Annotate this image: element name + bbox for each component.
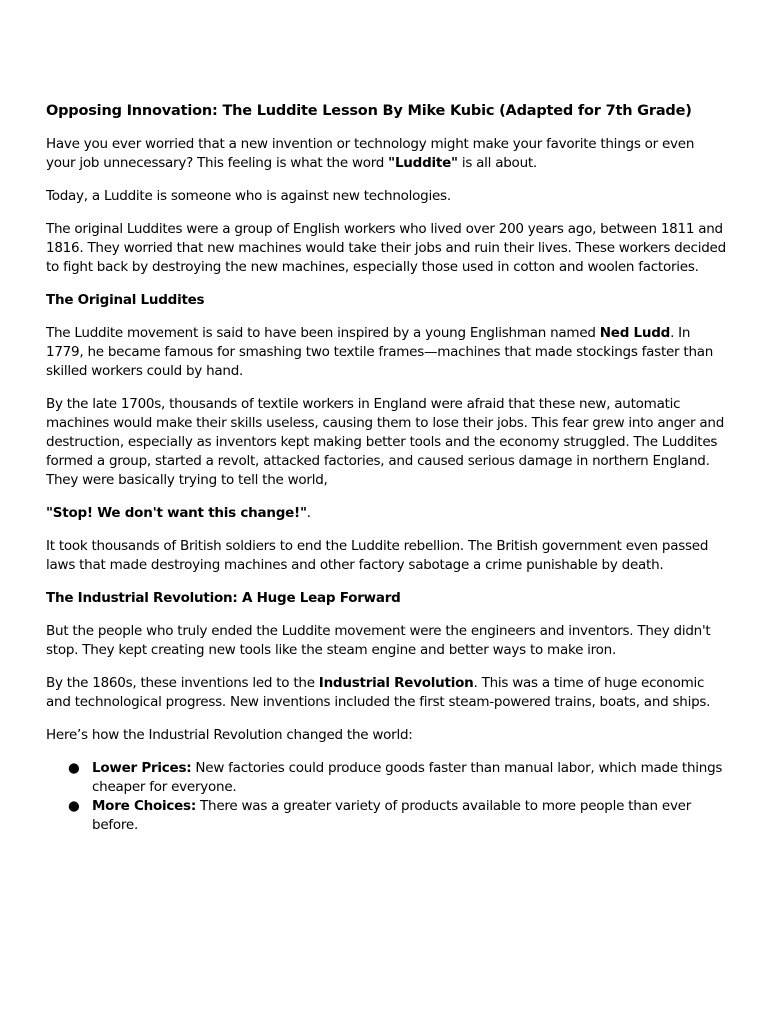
ir-text: By the 1860s, these inventions led to the	[46, 675, 319, 691]
textile-workers-paragraph: By the late 1700s, thousands of textile workers in England were afraid that these new, automatic machines would make their skills useless, causing them to lose their jobs. This fear grew into anger and destruction, especially as inventors kept making better tools and the economy struggled. The Luddites formed a group, started a revolt, attacked factories, and caused serious damage in northern England. They were basically trying to tell the world,	[46, 396, 725, 488]
document-title: Opposing Innovation: The Luddite Lesson By Mike Kubic (Adapted for 7th Grade)	[46, 103, 692, 119]
section-heading-industrial-revolution: The Industrial Revolution: A Huge Leap Forward	[46, 590, 401, 606]
changes-intro-paragraph: Here’s how the Industrial Revolution changed the world:	[46, 727, 413, 743]
ned-ludd-name: Ned Ludd	[599, 325, 671, 341]
ned-ludd-text-end: . In 1779, he became famous for smashing two textile frames—machines that made stockings faster than skilled workers could by hand.	[46, 325, 714, 379]
list-item	[68, 759, 726, 797]
ned-ludd-text: The Luddite movement is said to have been inspired by a young Englishman named	[46, 325, 600, 341]
document-page	[46, 102, 726, 835]
stop-quote: "Stop! We don't want this change!"	[46, 505, 307, 521]
industrial-revolution-term: Industrial Revolution	[318, 675, 474, 691]
quote-paragraph	[46, 504, 726, 523]
industrial-revolution-paragraph	[46, 674, 726, 712]
intro-paragraph	[46, 135, 726, 173]
bullet-icon: ●	[68, 760, 80, 776]
original-luddites-paragraph: The original Luddites were a group of English workers who lived over 200 years ago, between 1811 and 1816. They worried that new machines would take their jobs and ruin their lives. These workers decided to fight back by destroying the new machines, especially those used in cotton and woolen factories.	[46, 221, 726, 275]
quote-period: .	[306, 505, 311, 521]
list-item-label: Lower Prices:	[92, 760, 192, 776]
list-item	[68, 797, 726, 835]
luddite-term: "Luddite"	[388, 155, 458, 171]
list-item-label: More Choices:	[92, 798, 196, 814]
definition-paragraph: Today, a Luddite is someone who is against new technologies.	[46, 188, 451, 204]
changes-list	[46, 759, 726, 835]
engineers-paragraph: But the people who truly ended the Luddite movement were the engineers and inventors. They didn't stop. They kept creating new tools like the steam engine and better ways to make iron.	[46, 623, 711, 658]
intro-text-end: is all about.	[457, 155, 537, 171]
intro-text: Have you ever worried that a new invention or technology might make your favorite things or even your job unnecessary? This feeling is what the word	[46, 136, 695, 171]
rebellion-end-paragraph: It took thousands of British soldiers to end the Luddite rebellion. The British government even passed laws that made destroying machines and other factory sabotage a crime punishable by death.	[46, 538, 709, 573]
list-item-text: There was a greater variety of products available to more people than ever before.	[92, 798, 692, 833]
section-heading-original-luddites: The Original Luddites	[46, 292, 205, 308]
ir-text-end: . This was a time of huge economic and technological progress. New inventions included the first steam-powered trains, boats, and ships.	[46, 675, 711, 710]
bullet-icon: ●	[68, 798, 80, 814]
list-item-text: New factories could produce goods faster than manual labor, which made things cheaper for everyone.	[92, 760, 723, 795]
ned-ludd-paragraph	[46, 324, 726, 381]
